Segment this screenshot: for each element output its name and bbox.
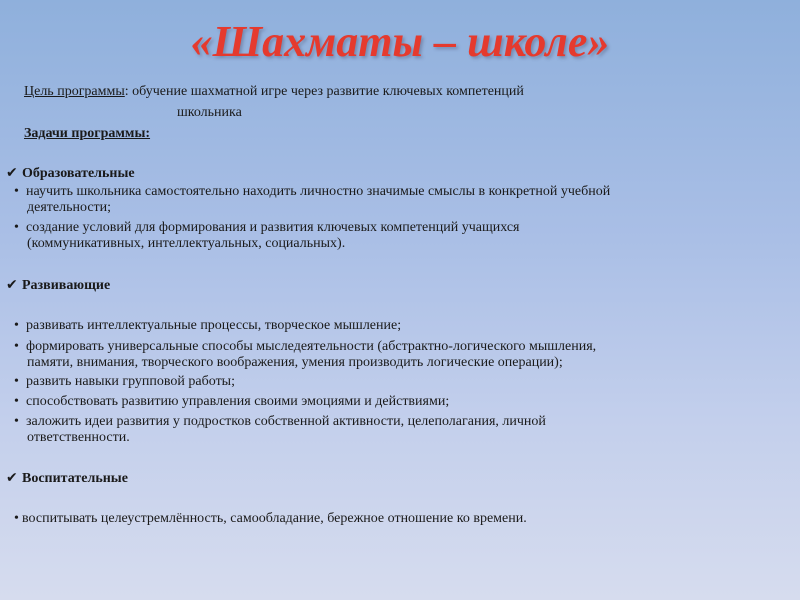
section-heading-label: Образовательные	[22, 166, 135, 181]
list-item-text-continued: ответственности.	[27, 430, 130, 445]
tasks-heading: Задачи программы:	[24, 126, 151, 141]
list-item-text-continued: (коммуникативных, интеллектуальных, социальных).	[27, 236, 346, 251]
list-item-text: формировать универсальные способы мыследеятельности (абстрактно-логического мышления,	[26, 339, 597, 354]
list-item	[14, 220, 754, 252]
list-item-text: развить навыки групповой работы;	[26, 374, 235, 389]
bullet-icon: •	[14, 184, 19, 199]
goal-text: обучение шахматной игре через развитие ключевых компетенций	[128, 84, 524, 99]
bullet-icon: •	[14, 511, 19, 526]
list-item-text: воспитывать целеустремлённость, самообладание, бережное отношение ко времени.	[22, 511, 527, 526]
list-item-text: научить школьника самостоятельно находить личностно значимые смыслы в конкретной учебной	[26, 184, 611, 199]
goal-colon: :	[124, 84, 129, 99]
section-heading-educational	[6, 163, 135, 184]
list-item	[14, 511, 754, 527]
bullet-icon: •	[14, 414, 19, 429]
goal-text-continued: школьника	[177, 105, 242, 120]
bullet-icon: •	[14, 394, 19, 409]
list-item-text: способствовать развитию управления своими эмоциями и действиями;	[26, 394, 450, 409]
bullet-icon: •	[14, 374, 19, 389]
bullet-icon: •	[14, 339, 19, 354]
bullet-icon: •	[14, 220, 19, 235]
check-icon: ✔	[6, 165, 18, 181]
list-item-text: создание условий для формирования и развития ключевых компетенций учащихся	[26, 220, 520, 235]
section-heading-upbringing	[6, 468, 128, 489]
goal-label: Цель программы	[24, 84, 125, 99]
list-item-text: заложить идеи развития у подростков собственной активности, целеполагания, личной	[26, 414, 546, 429]
list-item	[14, 339, 754, 371]
list-item	[14, 414, 754, 446]
check-icon: ✔	[6, 277, 18, 293]
section-heading-developing	[6, 275, 110, 296]
bullet-icon: •	[14, 318, 19, 333]
list-item	[14, 184, 754, 216]
list-item	[14, 374, 754, 390]
section-heading-label: Развивающие	[22, 278, 111, 293]
list-item-text-continued: памяти, внимания, творческого воображения, умения производить логические операции);	[27, 355, 563, 370]
check-icon: ✔	[6, 470, 18, 486]
section-heading-label: Воспитательные	[22, 471, 128, 486]
list-item	[14, 394, 754, 410]
program-goal	[24, 82, 524, 102]
list-item-text: развивать интеллектуальные процессы, творческое мышление;	[26, 318, 402, 333]
list-item-text-continued: деятельности;	[27, 200, 112, 215]
list-item	[14, 318, 754, 334]
slide-title: «Шахматы – школе»	[190, 17, 610, 66]
